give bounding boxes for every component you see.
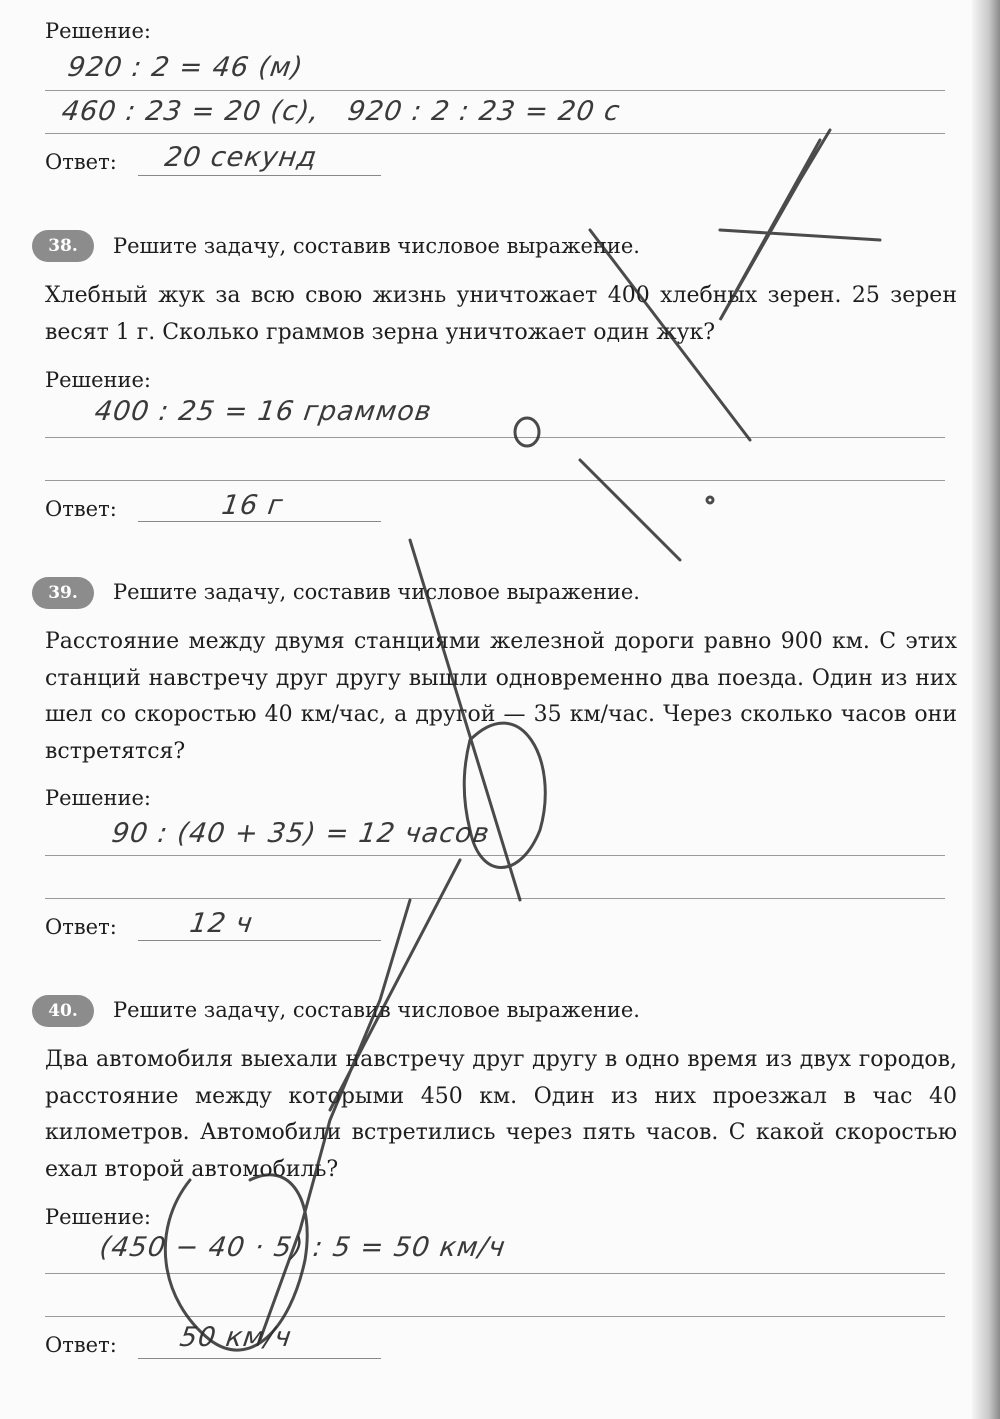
answer-rule: [138, 940, 381, 941]
scribble-stroke: [707, 497, 713, 503]
solution-rule: [45, 133, 945, 134]
task-text: Расстояние между двумя станциями железной дороги равно 900 км. С этих станций навстречу друг другу вышли одновременно два поезда. Один из них шел со скоростью 40 км/час, а другой — 35 км/час. Через сколько часов они встретятся?: [45, 629, 957, 764]
handwritten-answer: 20 секунд: [162, 142, 320, 173]
handwritten-solution: 460 : 23 = 20 (с),: [59, 96, 322, 127]
task-text: Хлебный жук за всю свою жизнь уничтожает 400 хлебных зерен. 25 зерен весят 1 г. Сколько граммов зерна уничтожает один жук?: [45, 283, 957, 345]
answer-label: Ответ:: [45, 1333, 117, 1357]
answer-label: Ответ:: [45, 915, 117, 939]
scribble-stroke: [515, 418, 539, 446]
answer-rule: [138, 521, 381, 522]
solution-label: Решение:: [45, 786, 152, 810]
handwritten-solution: 920 : 2 = 46 (м): [65, 52, 306, 83]
page-edge-shadow: [972, 0, 1000, 1419]
task-number-badge: 40.: [32, 995, 94, 1027]
handwritten-solution: 90 : (40 + 35) = 12 часов: [109, 818, 492, 849]
answer-label: Ответ:: [45, 150, 117, 174]
task-heading: Решите задачу, составив числовое выражение.: [113, 580, 640, 604]
solution-label: Решение:: [45, 1205, 152, 1229]
handwritten-solution: (450 − 40 · 5) : 5 = 50 км/ч: [97, 1232, 508, 1263]
task-heading: Решите задачу, составив числовое выражение.: [113, 234, 640, 258]
task-number-badge: 38.: [32, 230, 94, 262]
handwritten-answer: 16 г: [219, 490, 286, 521]
handwritten-solution: 920 : 2 : 23 = 20 с: [345, 96, 623, 127]
handwritten-solution: 400 : 25 = 16 граммов: [92, 396, 435, 427]
solution-label: Решение:: [45, 368, 152, 392]
solution-label: Решение:: [45, 19, 152, 43]
handwritten-answer: 12 ч: [187, 908, 256, 939]
solution-rule: [45, 480, 945, 481]
task-text: Два автомобиля выехали навстречу друг другу в одно время из двух городов, расстояние между которыми 450 км. Один из них проезжал в час 40 километров. Автомобили встретились через пять часов. С какой скоростью ехал второй автомобиль?: [45, 1047, 957, 1182]
answer-rule: [138, 175, 381, 176]
solution-rule: [45, 855, 945, 856]
solution-rule: [45, 898, 945, 899]
task-number-badge: 39.: [32, 577, 94, 609]
task-heading: Решите задачу, составив числовое выражение.: [113, 998, 640, 1022]
solution-rule: [45, 1316, 945, 1317]
solution-rule: [45, 90, 945, 91]
handwritten-answer: 50 км/ч: [177, 1322, 294, 1353]
solution-rule: [45, 1273, 945, 1274]
answer-rule: [138, 1358, 381, 1359]
solution-rule: [45, 437, 945, 438]
answer-label: Ответ:: [45, 497, 117, 521]
